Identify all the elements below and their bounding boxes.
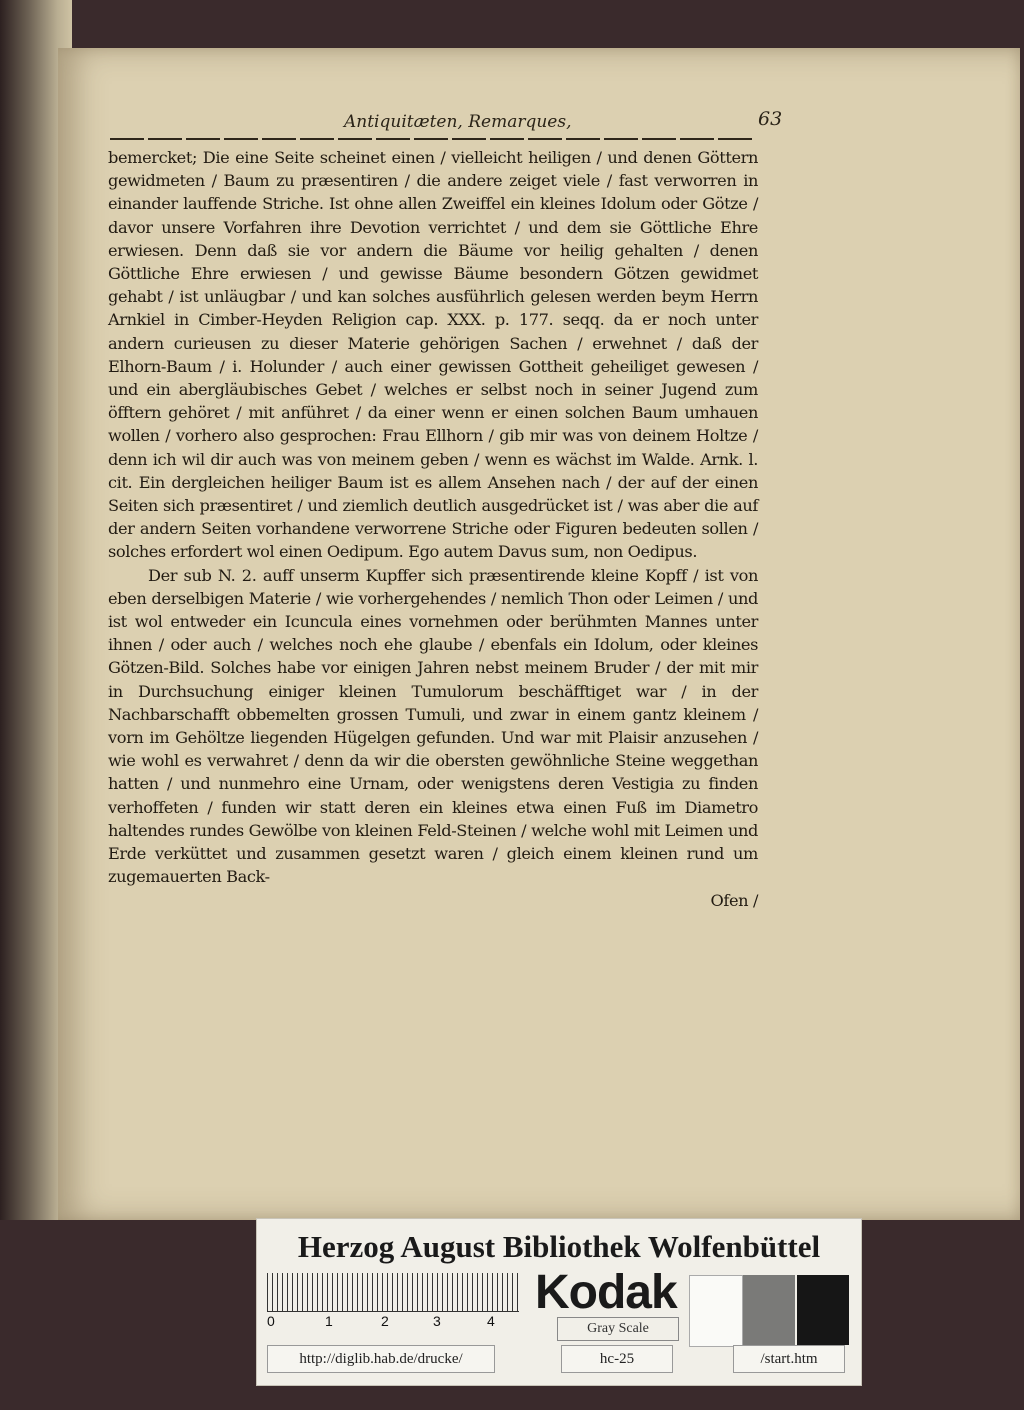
header-rule [110, 138, 752, 140]
scale-ruler [267, 1273, 519, 1312]
paragraph: bemercket; Die eine Seite scheinet einen / vielleicht heiligen / und denen Göttern gewidmeten / Baum zu præsentiren / die andere zeiget viele / fast verworren in einander lauffende Striche. Ist ohne allen Zweiffel ein kleines Idolum oder Götze / davor unsere Vorfahren ihre Devotion verrichtet / und dem sie Göttliche Ehre erwiesen. Denn daß sie vor andern die Bäume vor heilig gehalten / denen Göttliche Ehre erwiesen / und gewisse Bäume besondern Götzen gewidmet gehabt / ist unläugbar / und kan solches ausführlich gelesen werden beym Herrn Arnkiel in Cimber-Heyden Religion cap. XXX. p. 177. seqq. da er noch unter andern curieusen zu dieser Materie gehörigen Sachen / erwehnet / daß der Elhorn-Baum / i. Holunder / auch einer gewissen Gottheit geheiliget gewesen / und ein abergläubisches Gebet / welches er selbst noch in seiner Jugend zum öfftern gehöret / mit anführet / da einer wenn er einen solchen Baum umhauen wollen / vorhero also gesprochen: Frau Ellhorn / gib mir was von deinem Holtze / denn ich wil dir auch was von meinem geben / wenn es wächst im Walde. Arnk. l. cit. Ein dergleichen heiliger Baum ist es allem Ansehen nach / der auf der einen Seiten sich præsentiret / und ziemlich deutlich ausgedrücket ist / was aber die auf der andern Seiten vorhandene verworrene Striche oder Figuren bedeuten sollen / solches erfordert wol einen Oedipum. Ego autem Davus sum, non Oedipus. [108, 148, 758, 562]
body-text [108, 146, 758, 912]
ruler-number: 1 [325, 1313, 333, 1329]
gray-swatch [743, 1275, 795, 1345]
digital-library-url: http://diglib.hab.de/drucke/ [267, 1345, 495, 1373]
running-head: Antiquitæten, Remarques, [344, 112, 572, 132]
black-swatch [797, 1275, 849, 1345]
white-swatch [689, 1275, 743, 1347]
ruler-number: 4 [487, 1313, 495, 1329]
gray-scale-label: Gray Scale [557, 1317, 679, 1341]
ruler-number: 3 [433, 1313, 441, 1329]
catchword: Ofen / [710, 890, 758, 910]
library-name: Herzog August Bibliothek Wolfenbüttel [297, 1229, 821, 1264]
start-page: /start.htm [733, 1345, 845, 1373]
ruler-number: 2 [381, 1313, 389, 1329]
paragraph: Der sub N. 2. auff unserm Kupffer sich præsentirende kleine Kopff / ist von eben derselbigen Materie / wie vorhergehendes / nemlich Thon oder Leimen / und ist wol entweder ein Icuncula eines vornehmen oder berühmten Mannes unter ihnen / oder auch / welches noch ehe glaube / ebenfals ein Idolum, oder kleines Götzen-Bild. Solches habe vor einigen Jahren nebst meinem Bruder / der mit mir in Durchsuchung einiger kleinen Tumulorum beschäfftiget war / in der Nachbarschafft obbemelten grossen Tumuli, und zwar in einem gantz kleinem / vorn im Gehöltze liegenden Hügelgen gefunden. Und war mit Plaisir anzusehen / wie wohl es verwahret / denn da wir die obersten gewöhnliche Steine weggethan hatten / und nunmehro eine Urnam, oder wenigstens deren Vestigia zu finden verhoffeten / funden wir statt deren ein kleines etwa einen Fuß im Diametro haltendes rundes Gewölbe von kleinen Feld-Steinen / welche wohl mit Leimen und Erde verküttet und zusammen gesetzt waren / gleich einem kleinen rund um zugemauerten Back- [108, 565, 758, 887]
ruler-number: 0 [267, 1313, 275, 1329]
kodak-logo: Kodak [535, 1266, 677, 1319]
shelfmark: hc-25 [561, 1345, 673, 1373]
book-page [58, 48, 1020, 1220]
library-color-card [256, 1218, 862, 1386]
page-number: 63 [758, 108, 783, 130]
